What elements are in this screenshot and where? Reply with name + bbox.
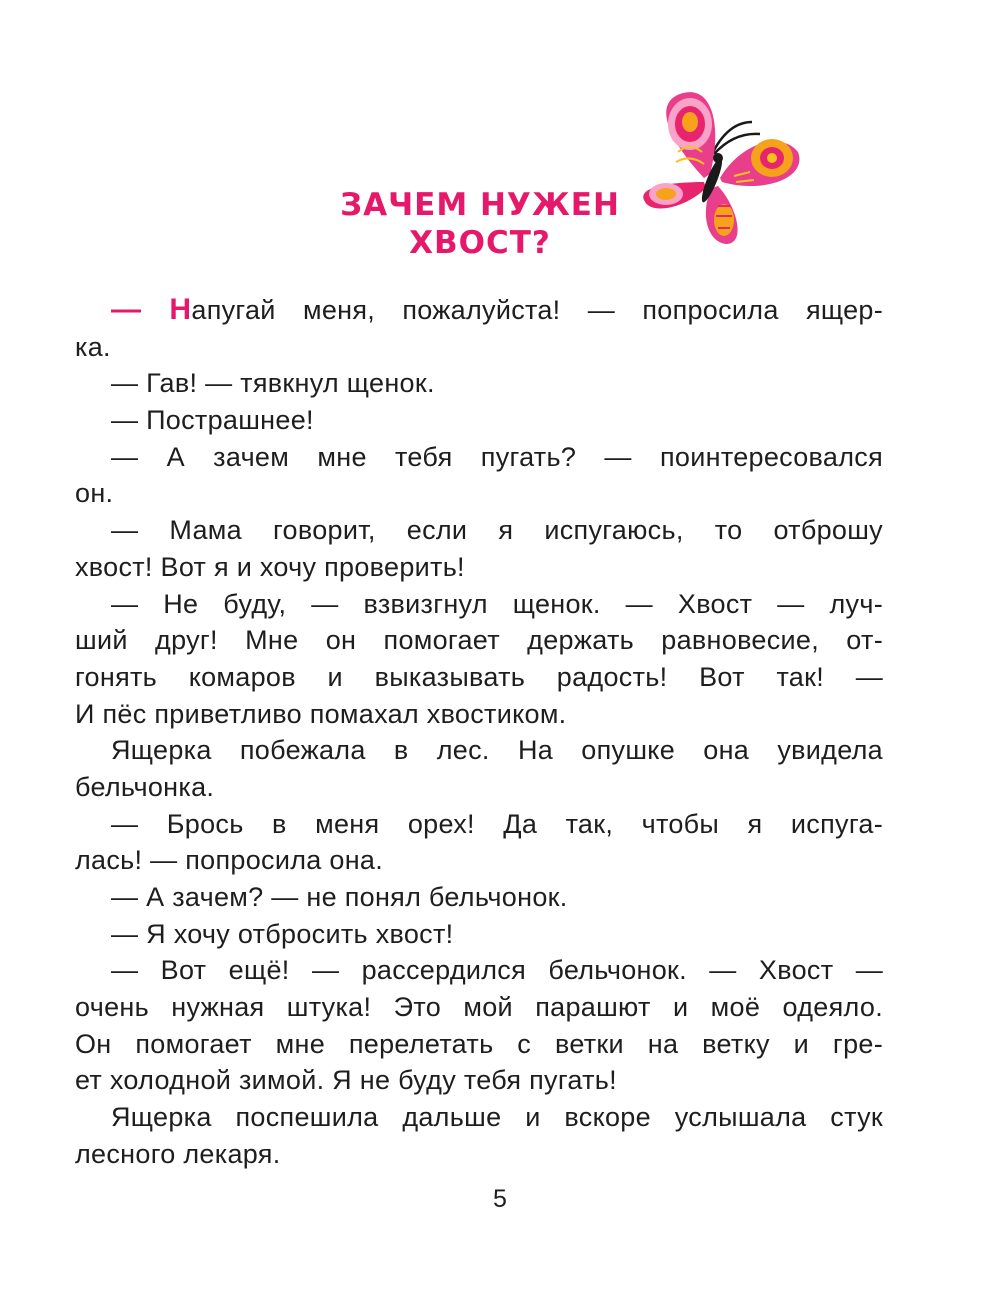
story-line-4: — Пострашнее! bbox=[111, 405, 314, 436]
butterfly-illustration bbox=[630, 82, 810, 252]
story-title bbox=[300, 186, 660, 262]
story-title-line-1: ЗАЧЕМ НУЖЕН bbox=[340, 187, 620, 223]
story-line-8: хвост! Вот я и хочу проверить! bbox=[75, 551, 465, 582]
story-line-17: — А зачем? — не понял бельчонок. bbox=[111, 882, 568, 912]
drop-cap: — Н bbox=[111, 293, 192, 326]
story-line-5: — А зачем мне тебя пугать? — поинтересовался bbox=[111, 441, 883, 472]
story-line-12: И пёс приветливо помахал хвостиком. bbox=[75, 698, 567, 729]
story-line-10: ший друг! Мне он помогает держать равновесие, от- bbox=[75, 625, 883, 656]
story-line-14: бельчонка. bbox=[75, 771, 215, 802]
story-line-15: — Брось в меня орех! Да так, чтобы я испуга- bbox=[111, 808, 883, 839]
story-line-22: ет холодной зимой. Я не буду тебя пугать! bbox=[75, 1065, 617, 1096]
story-line-13: Ящерка побежала в лес. На опушке она увидела bbox=[111, 735, 883, 766]
story-line-1: — Напугай меня, пожалуйста! — попросила ящер- bbox=[111, 293, 883, 326]
story-text bbox=[75, 292, 883, 1173]
story-line-2: ка. bbox=[75, 331, 111, 362]
story-line-18: — Я хочу отбросить хвост! bbox=[111, 918, 454, 949]
story-line-7: — Мама говорит, если я испугаюсь, то отброшу bbox=[111, 515, 883, 546]
story-line-20: очень нужная штука! Это мой парашют и моё одеяло. bbox=[75, 992, 883, 1023]
story-line-23: Ящерка поспешила дальше и вскоре услышала стук bbox=[111, 1102, 883, 1133]
story-line-24: лесного лекаря. bbox=[75, 1138, 281, 1169]
page-number: 5 bbox=[493, 1185, 507, 1213]
story-line-21: Он помогает мне перелетать с ветки на ветку и гре- bbox=[75, 1028, 883, 1059]
story-title-line-2: ХВОСТ? bbox=[409, 225, 551, 261]
story-line-19: — Вот ещё! — рассердился бельчонок. — Хвост — bbox=[111, 955, 883, 986]
story-line-11: гонять комаров и выказывать радость! Вот так! — bbox=[75, 661, 883, 692]
story-line-6: он. bbox=[75, 478, 114, 509]
story-line-3: — Гав! — тявкнул щенок. bbox=[111, 368, 435, 399]
story-line-16: лась! — попросила она. bbox=[75, 845, 384, 876]
story-line-9: — Не буду, — взвизгнул щенок. — Хвост — луч- bbox=[111, 588, 883, 619]
